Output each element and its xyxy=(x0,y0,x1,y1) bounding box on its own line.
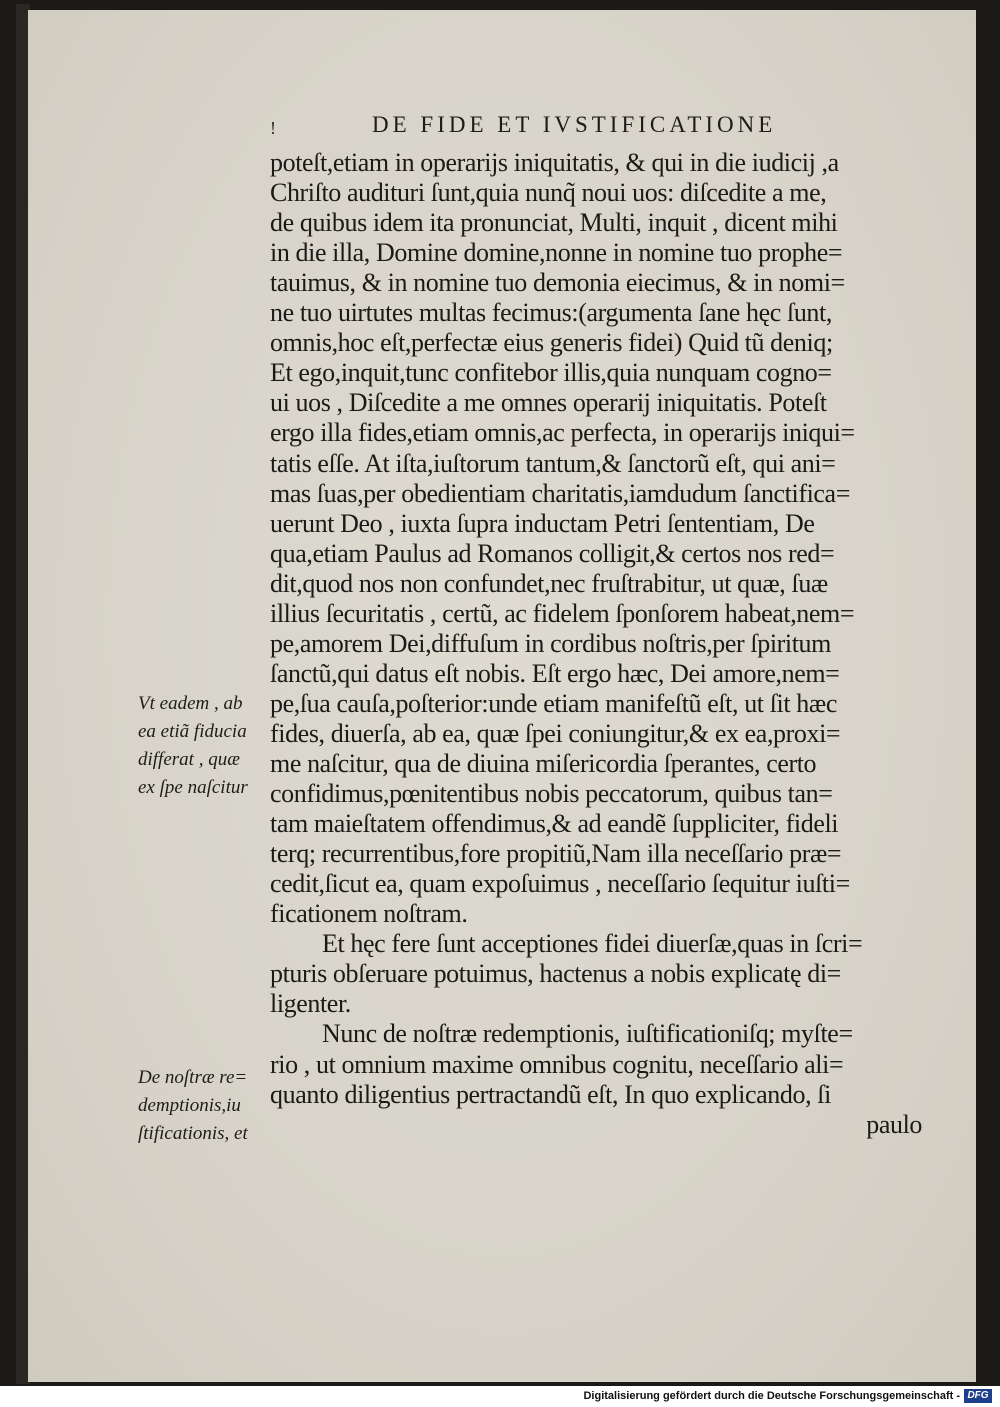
text-line: ſanctũ,qui datus eſt nobis. Eſt ergo hæc, Dei amore,nem= xyxy=(270,658,840,688)
text-line: ergo illa fides,etiam omnis,ac perfecta, in operarijs iniqui= xyxy=(270,418,855,448)
text-line: Et hęc fere ſunt acceptiones fidei diuerſæ,quas in ſcri= xyxy=(322,929,863,959)
text-line: Nunc de noſtræ redemptionis, iuſtificationiſq; myſte= xyxy=(322,1019,853,1049)
running-head: DE FIDE ET IVSTIFICATIONE xyxy=(372,112,777,137)
footer-credit: Digitalisierung gefördert durch die Deutsche Forschungsgemeinschaft - xyxy=(583,1390,960,1402)
text-line: tauimus, & in nomine tuo demonia eiecimus, & in nomi= xyxy=(270,268,845,298)
text-line: poteſt,etiam in operarijs iniquitatis, & qui in die iudicij ,a xyxy=(270,148,839,177)
text-line: rio , ut omnium maxime omnibus cognitu, neceſſario ali= xyxy=(270,1049,844,1079)
text-line: Et ego,inquit,tunc confitebor illis,quia nunquam cogno= xyxy=(270,358,832,388)
running-head-mark: ! xyxy=(270,118,276,138)
text-line: de quibus idem ita pronunciat, Multi, inquit , dicent mihi xyxy=(270,208,838,238)
text-line: dit,quod nos non confundet,nec fruſtrabitur, ut quæ, ſuæ xyxy=(270,568,828,598)
margin-note-line: ea etiã fiducia xyxy=(138,721,247,742)
text-line: Chriſto audituri ſunt,quia nunq̃ noui uos: diſcedite a me, xyxy=(270,178,827,208)
text-line: uerunt Deo , iuxta ſupra inductam Petri ſententiam, De xyxy=(270,508,815,538)
text-line: terq; recurrentibus,fore propitiũ,Nam illa neceſſario præ= xyxy=(270,839,842,869)
margin-note-line: Vt eadem , ab xyxy=(138,693,243,714)
text-line: tatis eſſe. At iſta,iuſtorum tantum,& ſanctorũ eſt, qui ani= xyxy=(270,448,836,478)
text-line: ligenter. xyxy=(270,989,351,1019)
text-line: tam maieſtatem offendimus,& ad eandẽ ſuppliciter, fideli xyxy=(270,809,839,839)
text-line: in die illa, Domine domine,nonne in nomine tuo prophe= xyxy=(270,238,843,268)
text-line: qua,etiam Paulus ad Romanos colligit,& certos nos red= xyxy=(270,538,835,568)
text-line: mas ſuas,per obedientiam charitatis,iamdudum ſanctifica= xyxy=(270,478,850,508)
text-line: me naſcitur, qua de diuina miſericordia ſperantes, certo xyxy=(270,749,817,778)
text-line: illius ſecuritatis , certũ, ac fidelem ſponſorem habeat,nem= xyxy=(270,598,855,628)
margin-note-line: demptionis,iu xyxy=(138,1095,241,1116)
text-line: pe,ſua cauſa,poſterior:unde etiam manifeſtũ eſt, ut ſit hæc xyxy=(270,688,837,718)
text-line: ficationem noſtram. xyxy=(270,899,468,929)
dfg-logo: DFG xyxy=(964,1389,992,1403)
text-line: omnis,hoc eſt,perfectæ eius generis fidei) Quid tũ deniq; xyxy=(270,328,833,358)
text-line: pe,amorem Dei,diffuſum in cordibus noſtris,per ſpiritum xyxy=(270,628,831,658)
margin-note-line: ex ſpe naſcitur xyxy=(138,777,248,798)
text-line: confidimus,pœnitentibus nobis peccatorum, quibus tan= xyxy=(270,779,833,809)
margin-note-line: ſtificationis, et xyxy=(138,1123,248,1144)
text-line: ne tuo uirtutes multas fecimus:(argumenta ſane hęc ſunt, xyxy=(270,298,832,328)
text-line: paulo xyxy=(866,1109,922,1139)
margin-note-line: De noſtræ re= xyxy=(138,1067,248,1088)
text-line: quanto diligentius pertractandũ eſt, In quo explicando, ſi xyxy=(270,1079,831,1109)
margin-note-line: differat , quæ xyxy=(138,749,240,770)
text-line: fides, diuerſa, ab ea, quæ ſpei coniungitur,& ex ea,proxi= xyxy=(270,718,841,748)
text-line: cedit,ſicut ea, quam expoſuimus , neceſſario ſequitur iuſti= xyxy=(270,869,850,899)
text-line: pturis obſeruare potuimus, hactenus a nobis explicatę di= xyxy=(270,959,841,989)
text-line: ui uos , Diſcedite a me omnes operarij iniquitatis. Poteſt xyxy=(270,388,827,418)
